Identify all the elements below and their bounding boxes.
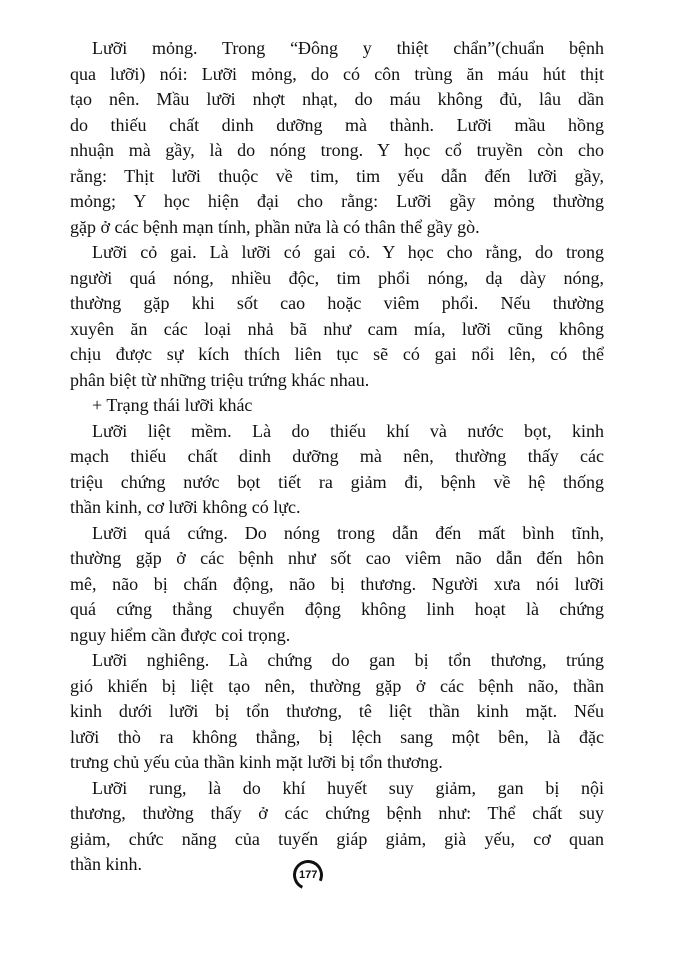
text-line: + Trạng thái lưỡi khác	[92, 395, 253, 415]
text-line: triệu chứng nước bọt tiết ra giảm đi, bệnh về hệ thống	[70, 471, 604, 492]
text-line: thương, thường thấy ở các chứng bệnh như: Thể chất suy	[70, 803, 604, 823]
text-line: rằng: Thịt lưỡi thuộc về tim, tim yếu dẫn đến lưỡi gầy,	[70, 165, 604, 186]
text-line: trưng chủ yếu của thần kinh mặt lưỡi bị tổn thương.	[70, 752, 443, 772]
text-line: mỏng; Y học hiện đại cho rằng: Lưỡi gầy mỏng thường	[70, 191, 604, 211]
text-line: người quá nóng, nhiều độc, tim phổi nóng, dạ dày nóng,	[70, 267, 604, 288]
text-line: gió khiến bị liệt tạo nên, thường gặp ở các bệnh não, thần	[70, 675, 604, 696]
text-line: nhuận mà gầy, là do nóng trong. Y học cổ truyền còn cho	[70, 140, 604, 160]
text-line: thần kinh.	[70, 854, 142, 874]
text-line: gặp ở các bệnh mạn tính, phần nửa là có thân thể gầy gò.	[70, 216, 480, 237]
text-line: Lưỡi rung, là do khí huyết suy giảm, gan bị nội	[92, 777, 604, 798]
text-line: Lưỡi cỏ gai. Là lưỡi có gai cỏ. Y học cho rằng, do trong	[92, 242, 604, 262]
text-line: thường gặp ở các bệnh như sốt cao viêm não dẫn đến hôn	[70, 548, 604, 568]
text-line: Lưỡi nghiêng. Là chứng do gan bị tổn thương, trúng	[92, 650, 604, 670]
text-line: tạo nên. Mầu lưỡi nhợt nhạt, do máu không đủ, lâu dần	[70, 89, 604, 109]
text-line: Lưỡi mỏng. Trong “Đông y thiệt chẩn”(chuẩn bệnh	[92, 38, 604, 58]
text-line: qua lưỡi) nói: Lưỡi mỏng, do có côn trùng ăn máu hút thịt	[70, 63, 604, 84]
text-line: chịu được sự kích thích liên tục sẽ có gai nổi lên, có thể	[70, 344, 604, 364]
page-number: 177	[299, 869, 318, 881]
text-line: quá cứng thẳng chuyển động không linh hoạt là chứng	[70, 599, 604, 619]
page-number-badge	[293, 860, 329, 890]
text-line: giảm, chức năng của tuyến giáp giảm, già yếu, cơ quan	[70, 828, 604, 849]
text-line: mê, não bị chấn động, não bị thương. Người xưa nói lưỡi	[70, 573, 604, 594]
text-line: mạch thiếu chất dinh dưỡng mà nên, thường thấy các	[70, 446, 604, 466]
text-line: Lưỡi liệt mềm. Là do thiếu khí và nước bọt, kinh	[92, 420, 604, 441]
text-line: phân biệt từ những triệu trứng khác nhau.	[70, 369, 370, 390]
text-line: Lưỡi quá cứng. Do nóng trong dẫn đến mất bình tĩnh,	[92, 522, 604, 543]
text-line: thần kinh, cơ lưỡi không có lực.	[70, 497, 301, 517]
text-line: xuyên ăn các loại nhả bã như cam mía, lưỡi cũng không	[70, 318, 604, 339]
text-line: kinh dưới lưỡi bị tổn thương, tê liệt thần kinh mặt. Nếu	[70, 701, 604, 721]
page-body-text	[70, 36, 604, 878]
text-line: do thiếu chất dinh dưỡng mà thành. Lưỡi mầu hồng	[70, 114, 604, 135]
text-line: thường gặp khi sốt cao hoặc viêm phổi. Nếu thường	[70, 293, 604, 313]
text-line: lưỡi thò ra không thẳng, bị lệch sang một bên, là đặc	[70, 726, 604, 747]
text-line: nguy hiểm cần được coi trọng.	[70, 624, 291, 645]
